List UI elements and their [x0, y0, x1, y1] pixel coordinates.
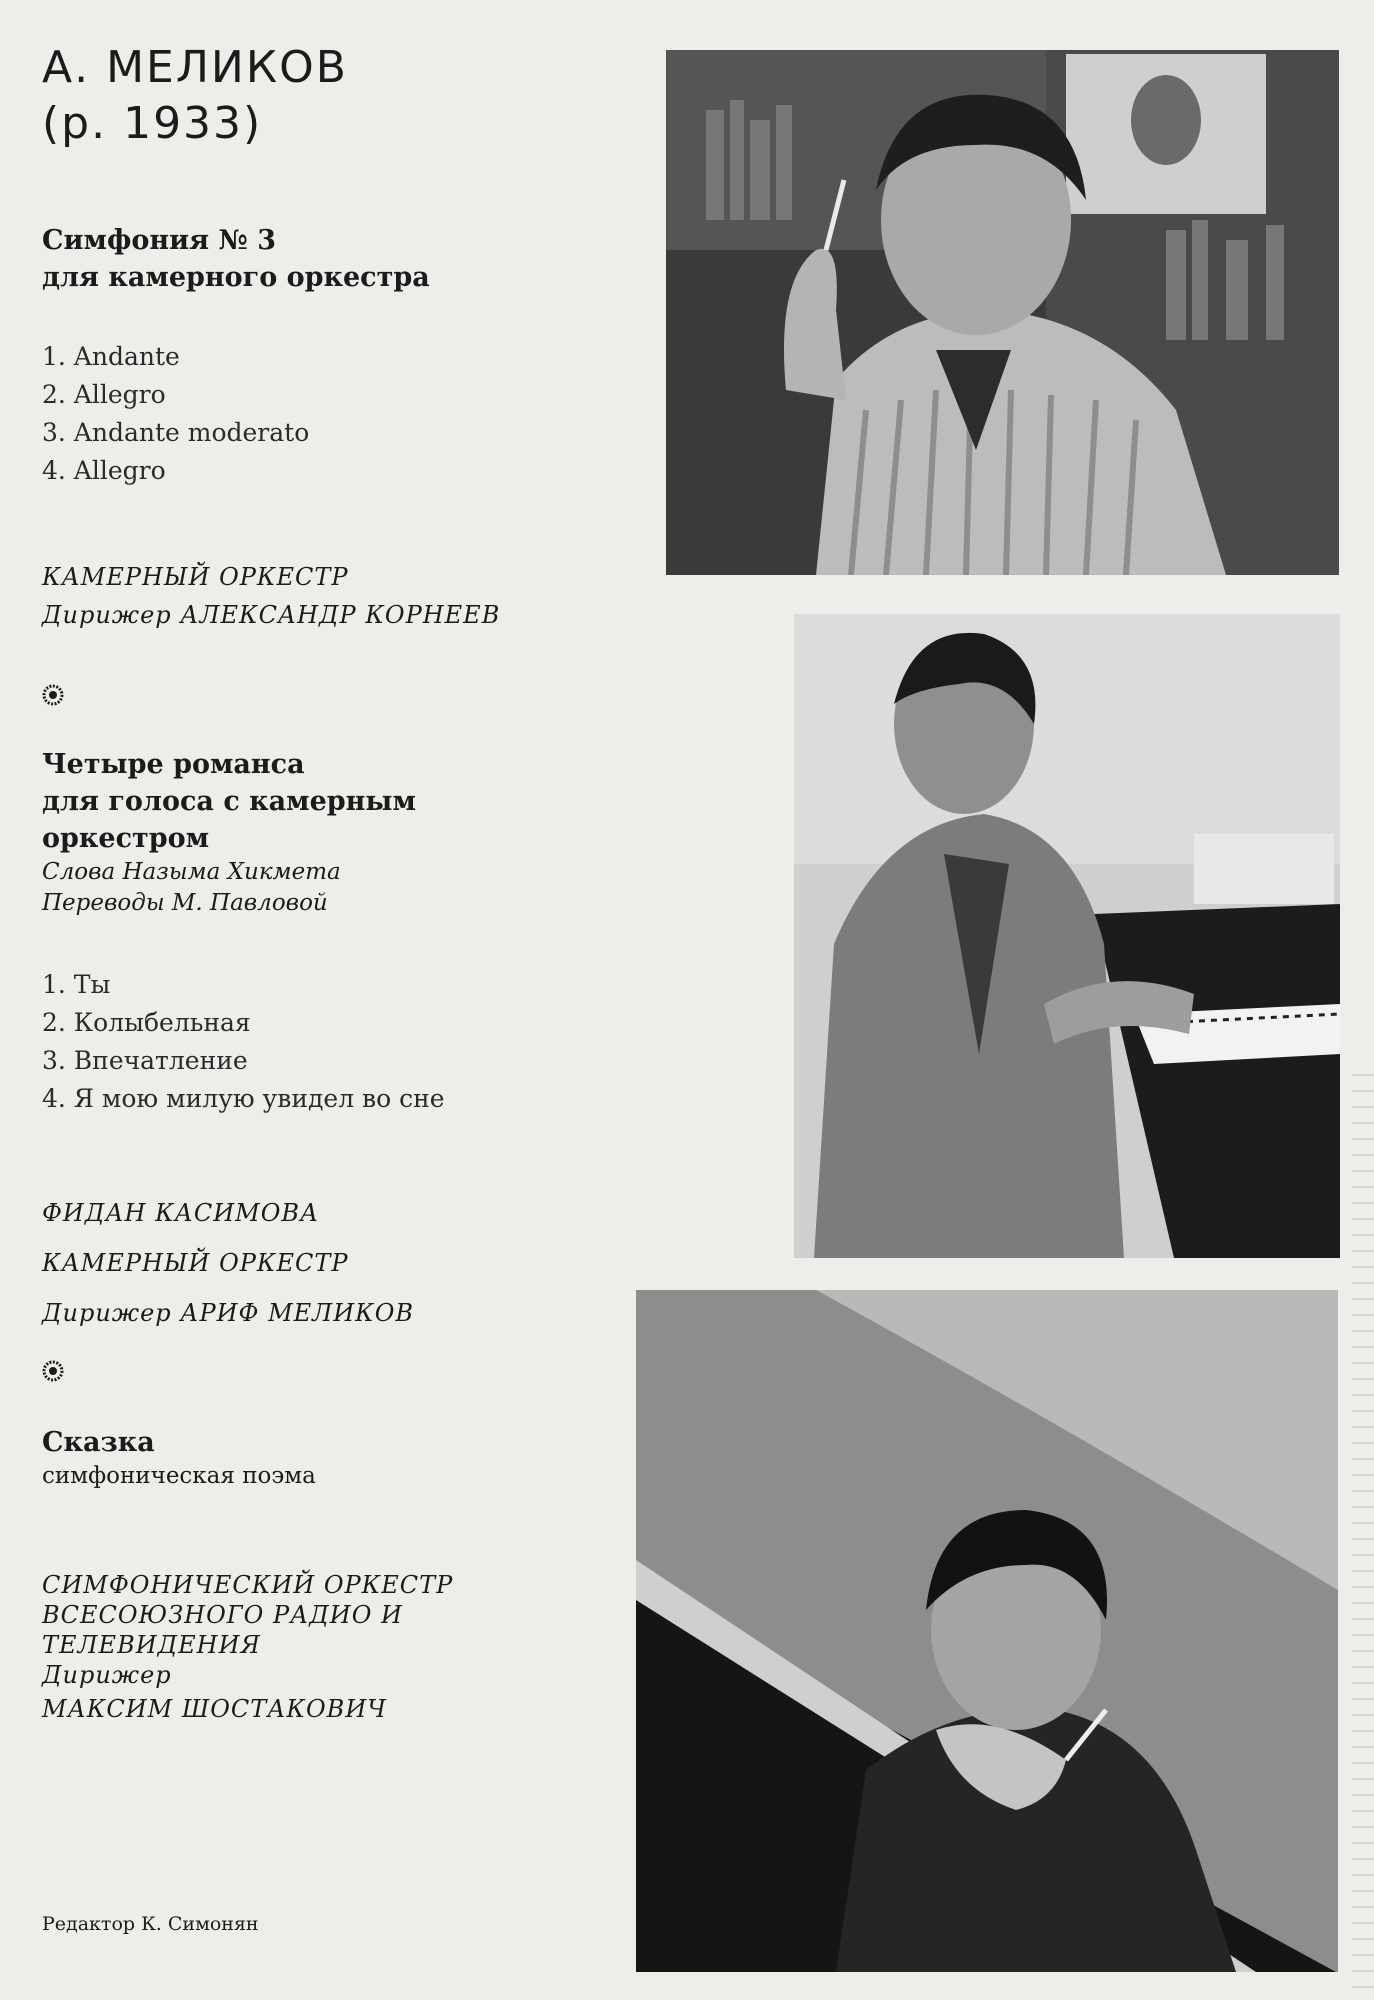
work2-movement-1: 1. Ты [42, 970, 111, 999]
work1-movement-3: 3. Andante moderato [42, 418, 310, 447]
work1-movement-2: 2. Allegro [42, 380, 166, 409]
work2-movements [42, 966, 445, 1118]
work1-performers [42, 558, 500, 634]
work2-movement-2: 2. Колыбельная [42, 1008, 251, 1037]
work2-title-line1: Четыре романса [42, 749, 305, 780]
composer-name: А. МЕЛИКОВ [42, 42, 348, 93]
work1-movement-4: 4. Allegro [42, 456, 166, 485]
composer-header [42, 40, 602, 152]
work2-title-line2: для голоса с камерным [42, 786, 416, 817]
work3-subtitle: симфоническая поэма [42, 1463, 316, 1489]
work2-performer-3: Дирижер АРИФ МЕЛИКОВ [42, 1299, 415, 1327]
composer-photo-lid [636, 1290, 1338, 1972]
work2-credit-1: Слова Назыма Хикмета [42, 859, 341, 885]
work2-title-line3: оркестром [42, 823, 210, 854]
work1-title-line2: для камерного оркестра [42, 262, 430, 293]
ornament-icon [42, 1360, 64, 1382]
work3-performer-5: МАКСИМ ШОСТАКОВИЧ [42, 1695, 387, 1723]
work1-section [42, 222, 642, 296]
editor-credit: Редактор К. Симонян [42, 1913, 259, 1935]
work1-performer-2: Дирижер АЛЕКСАНДР КОРНЕЕВ [42, 601, 501, 629]
work1-movements [42, 338, 309, 490]
work1-movement-1: 1. Andante [42, 342, 180, 371]
work2-performer-2: КАМЕРНЫЙ ОРКЕСТР [42, 1249, 349, 1277]
work1-performer-1: КАМЕРНЫЙ ОРКЕСТР [42, 563, 349, 591]
work2-movement-4: 4. Я мою милую увидел во сне [42, 1084, 445, 1113]
work3-section [42, 1424, 316, 1492]
composer-years: (р. 1933) [42, 98, 263, 149]
work3-performer-3: ТЕЛЕВИДЕНИЯ [42, 1631, 261, 1659]
ornament-icon [42, 684, 64, 706]
work3-title: Сказка [42, 1427, 155, 1458]
adjacent-page-edge [1352, 1060, 1374, 1990]
work3-performer-4: Дирижер [42, 1661, 172, 1689]
work2-performer-1: ФИДАН КАСИМОВА [42, 1199, 320, 1227]
composer-photo-piano [794, 614, 1340, 1258]
work3-performer-1: СИМФОНИЧЕСКИЙ ОРКЕСТР [42, 1571, 454, 1599]
work2-section [42, 746, 642, 919]
work1-title-line1: Симфония № 3 [42, 225, 276, 256]
composer-photo-seated [666, 50, 1339, 575]
work3-performer-2: ВСЕСОЮЗНОГО РАДИО И [42, 1601, 403, 1629]
work2-credit-2: Переводы М. Павловой [42, 890, 328, 916]
work2-performers [42, 1188, 414, 1338]
work2-movement-3: 3. Впечатление [42, 1046, 248, 1075]
work3-performers [42, 1570, 453, 1724]
